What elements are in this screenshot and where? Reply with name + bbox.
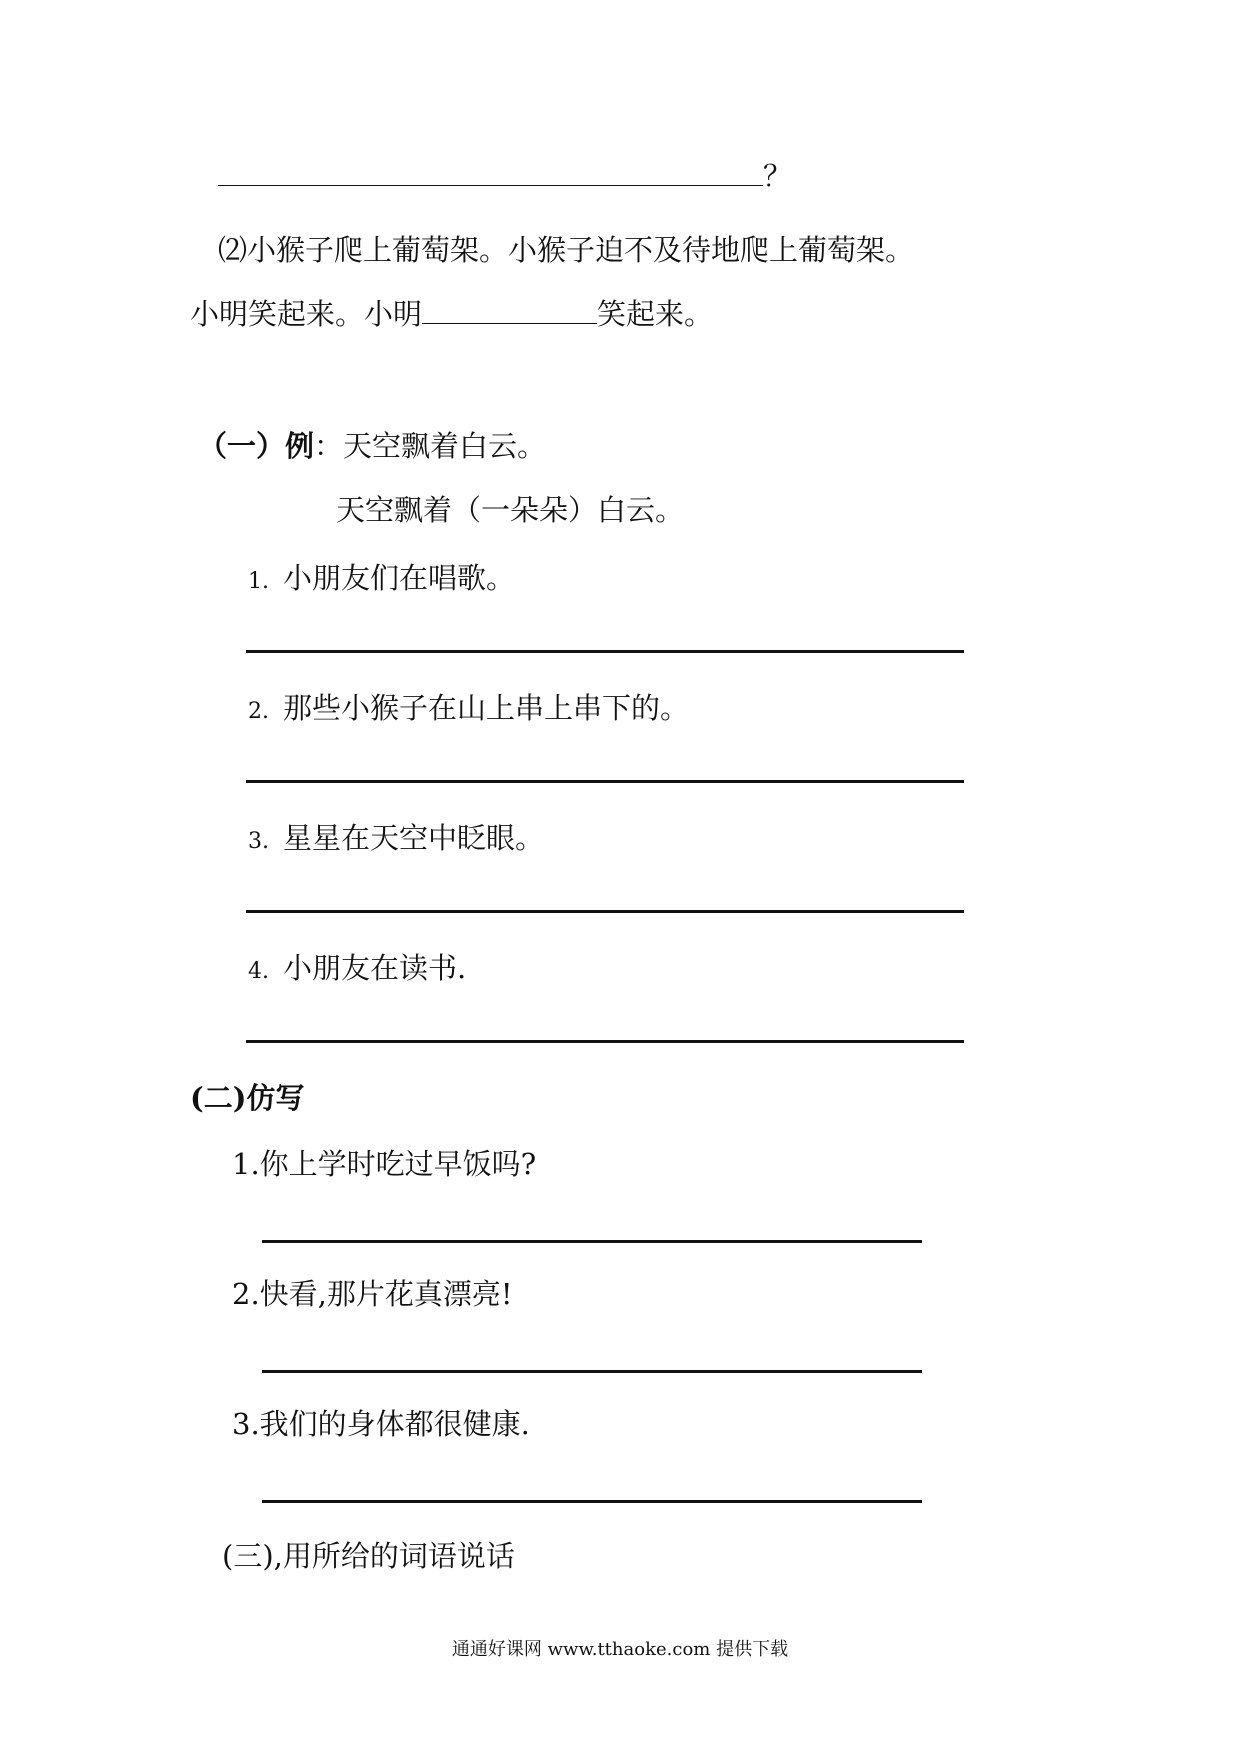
item-text: 小朋友们在唱歌。	[283, 561, 516, 595]
section1-example-line2: 天空飘着（一朵朵）白云。	[336, 493, 685, 527]
section2-item-3: 3.我们的身体都很健康.	[232, 1407, 530, 1441]
item2-line1: ⑵小猴子爬上葡萄架。小猴子迫不及待地爬上葡萄架。	[218, 233, 915, 267]
section1-example	[198, 428, 546, 464]
item-number: 4.	[248, 959, 269, 984]
item2-line2-start: 小明笑起来。小明	[190, 297, 423, 331]
answer-line[interactable]	[246, 780, 964, 783]
item2-line2-end: 笑起来。	[597, 297, 714, 331]
section1-item-2	[248, 690, 689, 730]
section2-item-2: 2.快看,那片花真漂亮!	[232, 1277, 513, 1311]
item-text: 那些小猴子在山上串上串下的。	[283, 691, 690, 725]
section2-item-1: 1.你上学时吃过早饭吗?	[232, 1147, 537, 1181]
section2-heading: (二)仿写	[190, 1081, 305, 1115]
blank-underline	[218, 185, 763, 186]
answer-line[interactable]	[246, 1040, 964, 1043]
item-number: 3.	[248, 829, 269, 854]
section1-item-1	[248, 560, 515, 600]
item-number: 1.	[248, 569, 269, 594]
section1-example-line1: ：天空飘着白云。	[314, 429, 547, 463]
question-mark: ？	[763, 159, 793, 193]
answer-blank-line[interactable]	[218, 158, 792, 194]
item2-blank[interactable]	[422, 323, 597, 324]
answer-line[interactable]	[262, 1370, 922, 1373]
answer-line[interactable]	[246, 910, 964, 913]
section1-heading: （一）例	[198, 429, 315, 463]
item-number: 2.	[248, 699, 269, 724]
section1-item-4	[248, 950, 466, 990]
answer-line[interactable]	[246, 650, 964, 653]
answer-line[interactable]	[262, 1500, 922, 1503]
section1-item-3	[248, 820, 544, 860]
section3-heading: (三),用所给的词语说话	[222, 1539, 515, 1573]
item-text: 星星在天空中眨眼。	[283, 821, 545, 855]
item2-line2	[190, 296, 713, 332]
item-text: 小朋友在读书.	[283, 951, 467, 985]
footer-credit: 通通好课网 www.tthaoke.com 提供下载	[451, 1639, 789, 1660]
answer-line[interactable]	[262, 1240, 922, 1243]
